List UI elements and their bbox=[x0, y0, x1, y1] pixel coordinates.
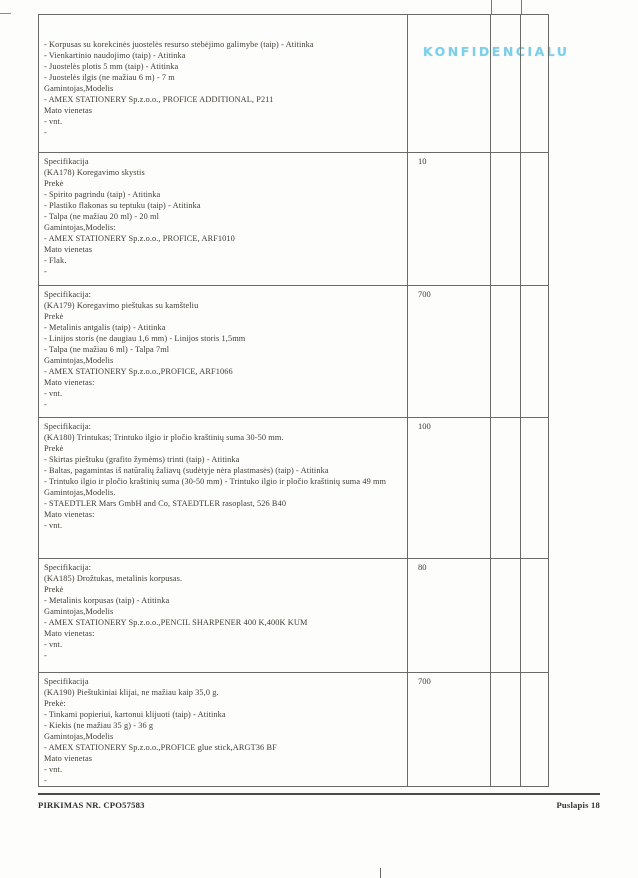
spec-line: Gamintojas,Modelis: bbox=[44, 223, 116, 232]
spec-line: - bbox=[44, 128, 47, 137]
spec-line: - vnt. bbox=[44, 640, 63, 649]
quantity-cell: 10 bbox=[408, 153, 491, 285]
spec-line: Specifikacija: bbox=[44, 563, 92, 572]
spec-line: - AMEX STATIONERY Sp.z.o.o., PROFICE ADDITIONAL, P211 bbox=[44, 95, 274, 104]
scan-artifact-tick bbox=[521, 0, 522, 14]
spec-line: Specifikacija: bbox=[44, 422, 92, 431]
spec-line: - Juostelės ilgis (ne mažiau 6 m) - 7 m bbox=[44, 73, 175, 82]
empty-cell bbox=[491, 153, 521, 285]
table-row bbox=[39, 559, 548, 673]
empty-cell bbox=[521, 15, 548, 152]
quantity-cell: 700 bbox=[408, 286, 491, 417]
table-row bbox=[39, 673, 548, 786]
spec-line: - vnt. bbox=[44, 389, 63, 398]
spec-cell bbox=[39, 418, 408, 558]
spec-line: - vnt. bbox=[44, 765, 63, 774]
empty-cell bbox=[491, 418, 521, 558]
quantity-cell bbox=[408, 15, 491, 152]
empty-cell bbox=[521, 418, 548, 558]
spec-line: - Vienkartinio naudojimo (taip) - Atitinka bbox=[44, 51, 186, 60]
spec-line: - Flak. bbox=[44, 256, 67, 265]
empty-cell bbox=[521, 153, 548, 285]
spec-line: - bbox=[44, 400, 47, 409]
spec-line: - bbox=[44, 776, 47, 785]
spec-line: Gamintojas,Modelis bbox=[44, 356, 114, 365]
table-row bbox=[39, 286, 548, 418]
spec-line: - Talpa (ne mažiau 20 ml) - 20 ml bbox=[44, 212, 159, 221]
empty-cell bbox=[521, 286, 548, 417]
spec-line: - Trintuko ilgio ir pločio kraštinių suma (30-50 mm) - Trintuko ilgio ir pločio kraštinių suma 49 mm bbox=[44, 477, 387, 486]
spec-line: Gamintojas,Modelis. bbox=[44, 488, 116, 497]
spec-line: (KA185) Drožtukas, metalinis korpusas. bbox=[44, 574, 183, 583]
quantity-cell: 100 bbox=[408, 418, 491, 558]
spec-line: - Tinkami popieriui, kartonui klijuoti (taip) - Atitinka bbox=[44, 710, 226, 719]
spec-line: Prekė: bbox=[44, 699, 66, 708]
spec-cell bbox=[39, 673, 408, 786]
spec-line: - Talpa (ne mažiau 6 ml) - Talpa 7ml bbox=[44, 345, 170, 354]
spec-line: Prekė bbox=[44, 585, 64, 594]
spec-line: (KA180) Trintukas; Trintuko ilgio ir pločio kraštinių suma 30-50 mm. bbox=[44, 433, 284, 442]
page-footer bbox=[38, 793, 600, 810]
scan-artifact-dash bbox=[0, 13, 11, 14]
spec-line: (KA178) Koregavimo skystis bbox=[44, 168, 145, 177]
spec-line: - Metalinis korpusas (taip) - Atitinka bbox=[44, 596, 170, 605]
spec-line: - Plastiko flakonas su teptuku (taip) - Atitinka bbox=[44, 201, 201, 210]
table-row bbox=[39, 418, 548, 559]
scan-artifact-tick bbox=[380, 868, 381, 878]
spec-line: Gamintojas,Modelis bbox=[44, 732, 114, 741]
purchase-number: PIRKIMAS NR. CPO57583 bbox=[38, 800, 145, 810]
spec-line: - AMEX STATIONERY Sp.z.o.o.,PROFICE, ARF1066 bbox=[44, 367, 233, 376]
spec-line: Specifikacija bbox=[44, 157, 89, 166]
spec-line: - Metalinis antgalis (taip) - Atitinka bbox=[44, 323, 166, 332]
spec-cell bbox=[39, 559, 408, 672]
table-row bbox=[39, 15, 548, 153]
spec-line: Gamintojas,Modelis bbox=[44, 607, 114, 616]
spec-line: Mato vienetas: bbox=[44, 510, 95, 519]
table-row bbox=[39, 153, 548, 286]
empty-cell bbox=[521, 559, 548, 672]
spec-line: - Spirito pagrindu (taip) - Atitinka bbox=[44, 190, 161, 199]
quantity-cell: 80 bbox=[408, 559, 491, 672]
spec-line: - Juostelės plotis 5 mm (taip) - Atitinka bbox=[44, 62, 179, 71]
spec-line: Gamintojas,Modelis bbox=[44, 84, 114, 93]
empty-cell bbox=[491, 286, 521, 417]
spec-line: - Linijos storis (ne daugiau 1,6 mm) - Linijos storis 1,5mm bbox=[44, 334, 246, 343]
spec-line: Mato vienetas bbox=[44, 106, 93, 115]
spec-line: Prekė bbox=[44, 312, 64, 321]
spec-line: Specifikacija: bbox=[44, 290, 92, 299]
spec-line: - bbox=[44, 267, 47, 276]
spec-line: - Baltas, pagamintas iš natūralių žaliavų (sudėtyje nėra plastmasės) (taip) - Atitinka bbox=[44, 466, 329, 475]
spec-line: (KA190) Pieštukiniai klijai, ne mažiau kaip 35,0 g. bbox=[44, 688, 219, 697]
spec-line: Specifikacija bbox=[44, 677, 89, 686]
spec-line: Mato vienetas: bbox=[44, 378, 95, 387]
spec-line: - STAEDTLER Mars GmbH and Co, STAEDTLER rasoplast, 526 B40 bbox=[44, 499, 287, 508]
confidential-watermark: KONFIDENCIALU bbox=[423, 44, 570, 59]
spec-line: - Skirtas pieštuku (grafito žymėms) trinti (taip) - Atitinka bbox=[44, 455, 240, 464]
spec-line: - bbox=[44, 651, 47, 660]
empty-cell bbox=[491, 15, 521, 152]
spec-line: Mato vienetas bbox=[44, 245, 93, 254]
empty-cell bbox=[521, 673, 548, 786]
spec-line: - AMEX STATIONERY Sp.z.o.o.,PROFICE glue stick,ARGT36 BF bbox=[44, 743, 277, 752]
spec-line: - Korpusas su korekcinės juostelės resurso stebėjimo galimybe (taip) - Atitinka bbox=[44, 40, 314, 49]
page-number: Puslapis 18 bbox=[556, 800, 600, 810]
spec-table bbox=[38, 14, 549, 787]
spec-line: - vnt. bbox=[44, 521, 63, 530]
quantity-cell: 700 bbox=[408, 673, 491, 786]
spec-line: Mato vienetas bbox=[44, 754, 93, 763]
spec-line: Prekė bbox=[44, 179, 64, 188]
spec-line: Prekė bbox=[44, 444, 64, 453]
empty-cell bbox=[491, 673, 521, 786]
empty-cell bbox=[491, 559, 521, 672]
scan-artifact-tick bbox=[491, 0, 492, 14]
spec-cell bbox=[39, 286, 408, 417]
spec-line: - vnt. bbox=[44, 117, 63, 126]
spec-cell bbox=[39, 153, 408, 285]
spec-line: Mato vienetas: bbox=[44, 629, 95, 638]
spec-line: - AMEX STATIONERY Sp.z.o.o.,PENCIL SHARPENER 400 K,400K KUM bbox=[44, 618, 308, 627]
spec-line: - Kiekis (ne mažiau 35 g) - 36 g bbox=[44, 721, 154, 730]
spec-line: - AMEX STATIONERY Sp.z.o.o., PROFICE, ARF1010 bbox=[44, 234, 235, 243]
spec-cell bbox=[39, 15, 408, 152]
spec-line: (KA179) Koregavimo pieštukas su kamšteliu bbox=[44, 301, 199, 310]
